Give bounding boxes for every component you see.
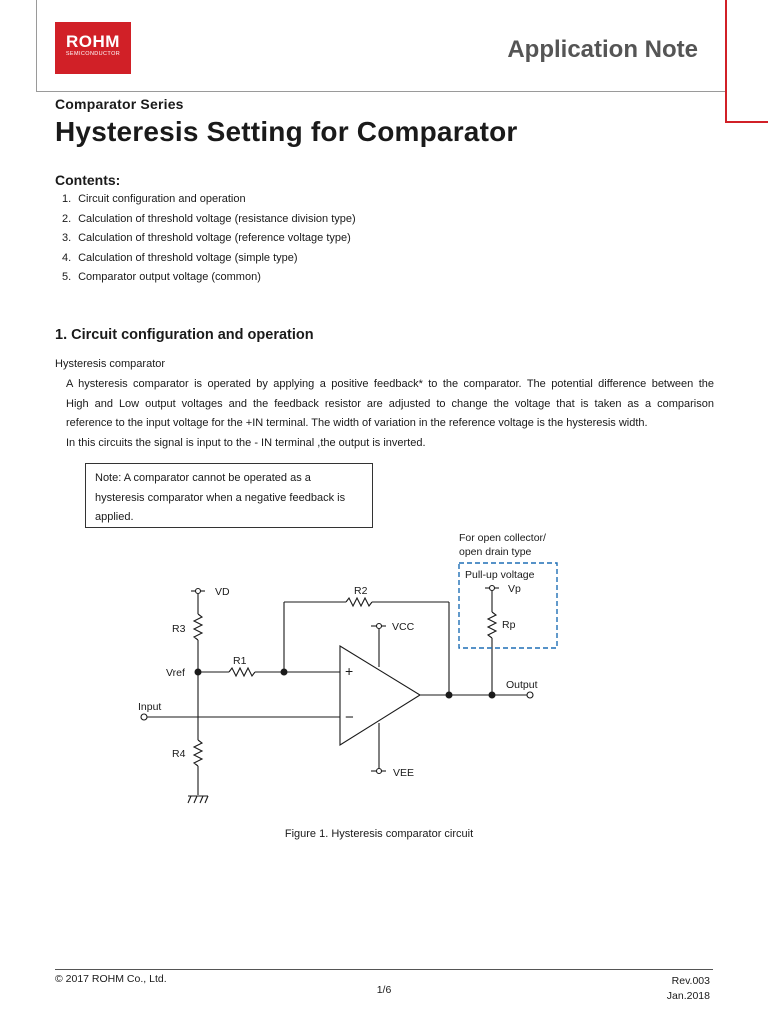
ground-hatch xyxy=(200,796,203,803)
paragraph-line: A hysteresis comparator is operated by applying a positive feedback* to the comparator. The potential difference between the xyxy=(66,378,714,390)
r2-label: R2 xyxy=(354,585,368,597)
logo-text: ROHM xyxy=(66,32,120,51)
note-line: hysteresis comparator when a negative feedback is xyxy=(95,491,346,504)
pullup-node xyxy=(489,692,496,699)
comparator-triangle xyxy=(340,646,420,745)
open-drain-label: open drain type xyxy=(459,546,532,558)
paragraph-line: High and Low output voltages and the feedback resistor are adjusted to change the voltage that is taken as a comparison xyxy=(66,397,714,410)
figure-caption: Figure 1. Hysteresis comparator circuit xyxy=(284,828,474,840)
vref-node xyxy=(195,669,202,676)
vd-label: VD xyxy=(215,586,230,598)
rp-resistor xyxy=(488,612,496,638)
ground-hatch xyxy=(194,796,197,803)
toc-item[interactable]: 4. Calculation of threshold voltage (simple type) xyxy=(62,251,298,264)
paragraph-line: reference to the input voltage for the +IN terminal. The width of variation in the reference voltage is the hysteresis width. xyxy=(66,417,648,429)
revision-info xyxy=(667,974,710,1004)
ground-hatch xyxy=(205,796,208,803)
r4-resistor xyxy=(194,740,202,766)
note-line: applied. xyxy=(95,511,134,523)
rp-label: Rp xyxy=(502,619,516,631)
r4-label: R4 xyxy=(172,748,186,760)
footer-divider xyxy=(55,969,713,970)
vref-label: Vref xyxy=(166,667,185,679)
document-type: Application Note xyxy=(507,36,698,63)
r1-label: R1 xyxy=(233,655,247,667)
page-title: Hysteresis Setting for Comparator xyxy=(55,116,518,147)
vee-label: VEE xyxy=(393,767,415,779)
r2-resistor xyxy=(346,598,372,606)
revision-label: Rev.003 xyxy=(671,975,710,987)
toc-item[interactable]: 5. Comparator output voltage (common) xyxy=(62,271,261,283)
pullup-label: Pull-up voltage xyxy=(465,569,535,581)
note-line: Note: A comparator cannot be operated as a xyxy=(95,472,311,484)
open-collector-label: For open collector/ xyxy=(459,532,546,544)
series-label: Comparator Series xyxy=(55,96,184,112)
ground-hatch xyxy=(188,796,191,803)
revision-date: Jan.2018 xyxy=(666,990,710,1002)
input-label: Input xyxy=(138,701,162,713)
toc-item[interactable]: 3. Calculation of threshold voltage (reference voltage type) xyxy=(62,232,351,244)
r3-resistor xyxy=(194,614,202,640)
logo-subtext: SEMICONDUCTOR xyxy=(65,51,121,57)
output-terminal xyxy=(527,692,533,698)
output-label: Output xyxy=(506,679,538,691)
plus-sign: + xyxy=(345,663,354,679)
vd-terminal xyxy=(196,589,201,594)
input-terminal xyxy=(141,714,147,720)
feedback-node xyxy=(281,669,288,676)
paragraph-line: In this circuits the signal is input to the - IN terminal ,the output is inverted. xyxy=(66,436,426,449)
vcc-terminal xyxy=(377,624,382,629)
page-number: 1/6 xyxy=(376,984,392,996)
minus-sign: − xyxy=(345,709,354,726)
toc-item[interactable]: 1. Circuit configuration and operation xyxy=(62,193,246,205)
toc-item[interactable]: 2. Calculation of threshold voltage (resistance division type) xyxy=(62,212,356,225)
subsection-heading: Hysteresis comparator xyxy=(55,358,166,370)
vcc-label: VCC xyxy=(392,621,415,633)
section-heading: 1. Circuit configuration and operation xyxy=(55,327,314,343)
vp-label: Vp xyxy=(508,583,521,595)
r3-label: R3 xyxy=(172,623,186,635)
vp-terminal xyxy=(490,586,495,591)
vee-terminal xyxy=(377,769,382,774)
output-feedback-node xyxy=(446,692,453,699)
copyright: © 2017 ROHM Co., Ltd. xyxy=(55,973,167,985)
contents-heading: Contents: xyxy=(55,172,121,188)
r1-resistor xyxy=(229,668,255,676)
